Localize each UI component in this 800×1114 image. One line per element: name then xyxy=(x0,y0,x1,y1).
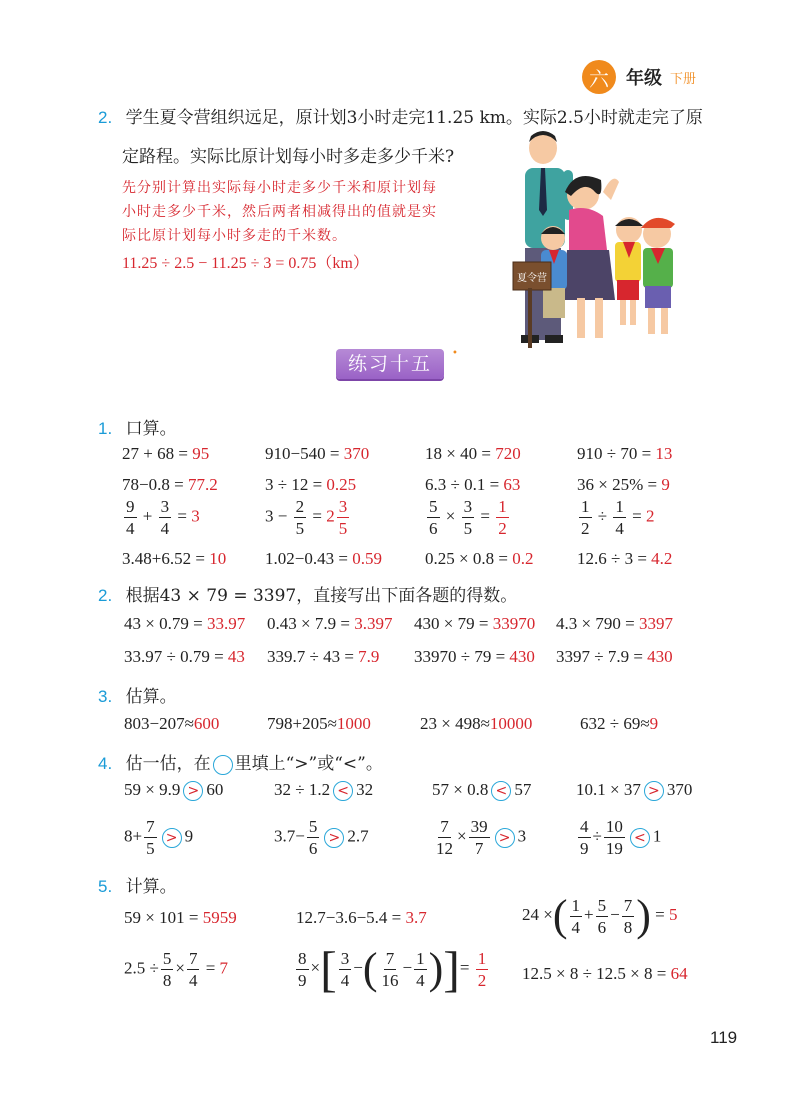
q1-heading xyxy=(98,414,177,439)
q5-item: 2.5 ÷ $\frac{5}{8}$ × $\frac{7}{4}$ = 7 xyxy=(124,949,229,990)
q2-item: 33970 ÷ 79 = 430 xyxy=(414,647,535,666)
q3-item: 23 × 498≈10000 xyxy=(420,714,533,733)
q1-fraction-item: $\frac{9}{4}$ + $\frac{3}{4}$ = 3 xyxy=(126,497,200,538)
q2-item: 430 × 79 = 33970 xyxy=(414,614,536,633)
q1-item: 3 ÷ 12 = 0.25 xyxy=(265,475,357,494)
q4-item: 3.7− $\frac{5}{6}$ > 2.7 xyxy=(274,817,369,858)
q3-number: 3. xyxy=(98,687,113,706)
q5-row2 xyxy=(124,941,744,1004)
q1-item: 12.6 ÷ 3 = 4.2 xyxy=(577,549,673,568)
q2-title: 根据43 × 79 = 3397，直接写出下面各题的得数。 xyxy=(125,586,518,606)
q4-number: 4. xyxy=(98,754,113,773)
camp-sign-text: 夏令营 xyxy=(517,273,547,284)
q5-row1 xyxy=(124,892,724,942)
circle-blank-icon xyxy=(213,755,233,775)
sparkle-icon: • xyxy=(452,348,458,359)
q3-item: 803−207≈600 xyxy=(124,714,220,733)
q1-item: 78−0.8 = 77.2 xyxy=(122,475,218,494)
q1-title: 口算。 xyxy=(125,419,177,439)
page-number: 119 xyxy=(710,1028,738,1047)
solution-answer: 11.25 ÷ 2.5 − 11.25 ÷ 3 = 0.75（km） xyxy=(122,255,369,272)
q4-title-b: 里填上“>”或“<”。 xyxy=(234,754,383,774)
q1-item: 910−540 = 370 xyxy=(265,444,370,463)
grade-circle-badge xyxy=(582,60,616,94)
q4-item: 10.1 × 37 > 370 xyxy=(576,780,693,800)
q4-item: 57 × 0.8 < 57 xyxy=(432,780,532,800)
q2-item: 33.97 ÷ 0.79 = 43 xyxy=(124,647,245,666)
q4-item: 32 ÷ 1.2 < 32 xyxy=(274,780,374,800)
q5-title: 计算。 xyxy=(125,877,177,897)
q1-item: 3.48+6.52 = 10 xyxy=(122,549,227,568)
section-title-badge xyxy=(336,349,444,376)
q1-row3-fractions xyxy=(122,498,702,542)
q4-row2 xyxy=(124,818,724,862)
q1-item: 6.3 ÷ 0.1 = 63 xyxy=(425,475,521,494)
q4-item: 8+ $\frac{7}{5}$ > 9 xyxy=(124,817,194,858)
q1-item: 18 × 40 = 720 xyxy=(425,444,521,463)
q1-item: 910 ÷ 70 = 13 xyxy=(577,444,673,463)
q3-title: 估算。 xyxy=(125,687,177,707)
q1-fraction-item: $\frac{1}{2}$ ÷ $\frac{1}{4}$ = 2 xyxy=(581,497,655,538)
children-group xyxy=(615,217,675,334)
q2-item: 43 × 0.79 = 33.97 xyxy=(124,614,246,633)
grade-char: 六 xyxy=(589,66,609,91)
q2-item: 3397 ÷ 7.9 = 430 xyxy=(556,647,673,666)
q2-heading xyxy=(98,581,517,606)
q4-item: $\frac{7}{12}$ × $\frac{39}{7}$ > 3 xyxy=(436,817,527,858)
solution-hint xyxy=(122,176,512,273)
q5-number: 5. xyxy=(98,877,113,896)
q1-number: 1. xyxy=(98,419,113,438)
q1-item: 36 × 25% = 9 xyxy=(577,475,670,494)
grade-header xyxy=(582,60,696,94)
hint-line2: 小时走多少千米，然后两者相减得出的值就是实 xyxy=(122,204,437,220)
q5-item: 59 × 101 = 5959 xyxy=(124,908,237,927)
q1-item: 0.25 × 0.8 = 0.2 xyxy=(425,549,534,568)
problem-line2: 定路程。实际比原计划每小时多走多少千米? xyxy=(122,147,455,167)
q3-heading xyxy=(98,682,177,707)
q1-item: 27 + 68 = 95 xyxy=(122,444,210,463)
q5-item: 12.5 × 8 ÷ 12.5 × 8 = 64 xyxy=(522,964,688,983)
grade-label: 年级 xyxy=(626,68,662,89)
q2-item: 339.7 ÷ 43 = 7.9 xyxy=(267,647,380,666)
q3-item: 798+205≈1000 xyxy=(267,714,371,733)
problem-line1: 学生夏令营组织远足，原计划3小时走完11.25 km。实际2.5小时就走完了原 xyxy=(125,108,703,128)
q2-item: 4.3 × 790 = 3397 xyxy=(556,614,673,633)
q4-item: 59 × 9.9 > 60 xyxy=(124,780,224,800)
q5-item: $\frac{8}{9}$ ×[ $\frac{3}{4}$ −( $\frac{7}{16}$ − $\frac{1}{4}$ )]= $\frac{1}{2}$ xyxy=(298,941,487,997)
q1-fraction-item: $\frac{5}{6}$ × $\frac{3}{5}$ = $\frac{1}{2}$ xyxy=(429,497,507,538)
hint-line3: 际比原计划每小时多走的千米数。 xyxy=(122,228,347,244)
hint-line1: 先分别计算出实际每小时走多少千米和原计划每 xyxy=(122,180,437,196)
summer-camp-illustration xyxy=(495,130,695,355)
q2-number: 2. xyxy=(98,586,113,605)
section-title: 练习十五 xyxy=(336,349,444,379)
q1-fraction-item: 3 − $\frac{2}{5}$ = 2 $\frac{3}{5}$ xyxy=(265,497,348,538)
q2-item: 0.43 × 7.9 = 3.397 xyxy=(267,614,393,633)
q5-item: 12.7−3.6−5.4 = 3.7 xyxy=(296,908,427,927)
q4-item: $\frac{4}{9}$ ÷ $\frac{10}{19}$ < 1 xyxy=(580,817,662,858)
q5-item: 24 ×( $\frac{1}{4}$ + $\frac{5}{6}$ − $\frac{7}{8}$ ) = 5 xyxy=(522,891,678,940)
q4-title-a: 估一估，在 xyxy=(125,754,211,774)
q4-heading xyxy=(98,749,383,775)
q3-item: 632 ÷ 69≈9 xyxy=(580,714,659,733)
volume-label: 下册 xyxy=(670,71,697,87)
q1-item: 1.02−0.43 = 0.59 xyxy=(265,549,382,568)
problem-number: 2. xyxy=(98,108,113,127)
teacher-woman-figure xyxy=(563,176,619,338)
